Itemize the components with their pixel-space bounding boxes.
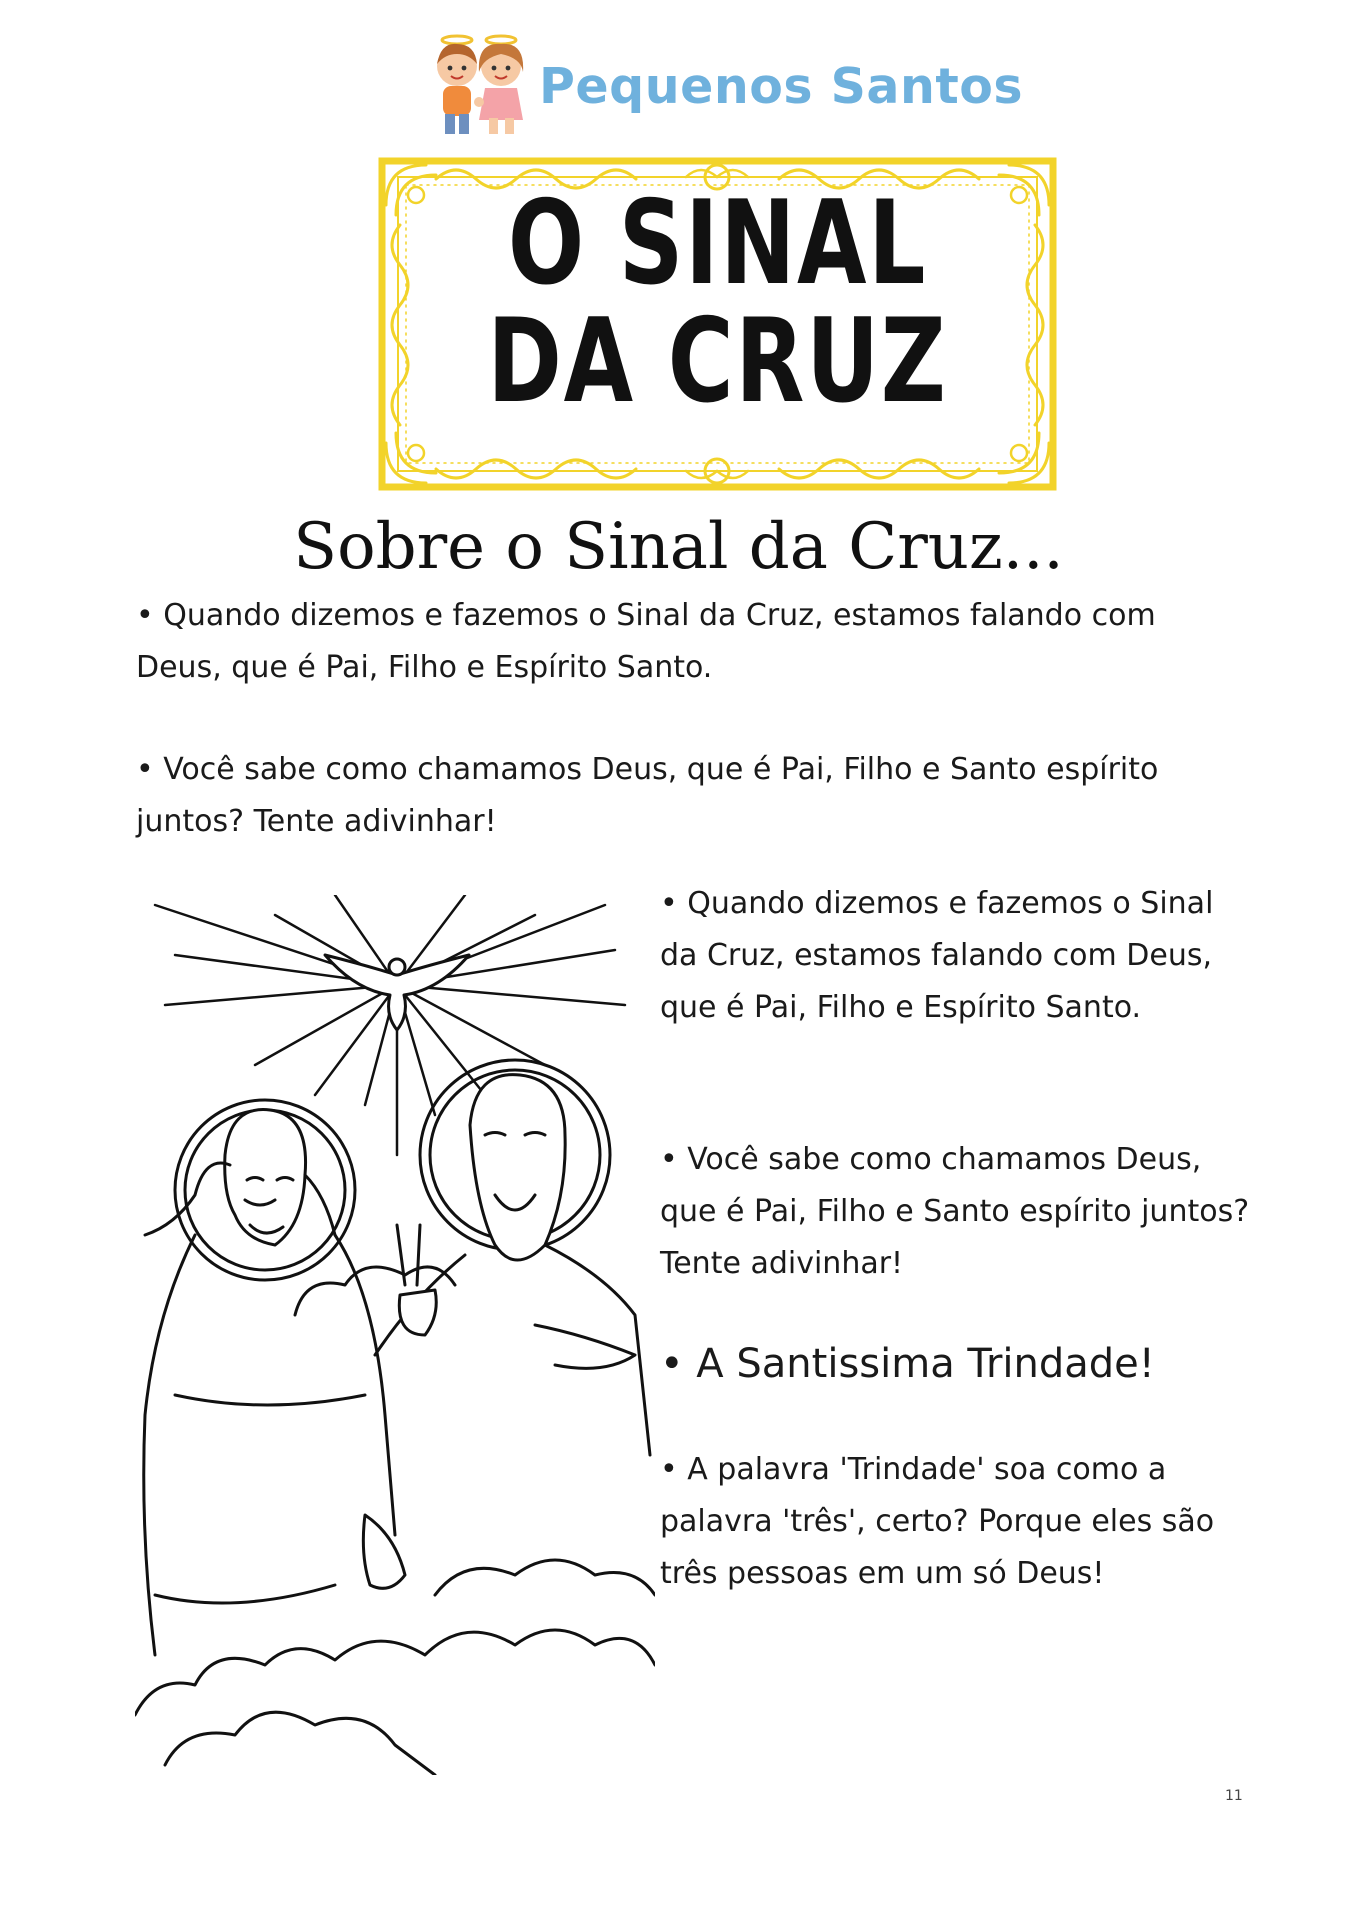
- column-highlight: • A Santissima Trindade!: [660, 1341, 1155, 1387]
- intro-paragraph-1: • Quando dizemos e fazemos o Sinal da Cruz, estamos falando com Deus, que é Pai, Filho e Espírito Santo.: [136, 598, 1156, 685]
- intro-paragraph-2: • Você sabe como chamamos Deus, que é Pai, Filho e Santo espírito juntos? Tente adivinhar!: [136, 752, 1159, 839]
- holy-trinity-illustration: [135, 895, 655, 1775]
- title-line-1: O SINAL: [507, 176, 928, 311]
- page-number: 11: [1225, 1788, 1243, 1804]
- brand-name: Pequenos Santos: [539, 58, 1024, 115]
- page-title: [424, 176, 1011, 429]
- children-logo-icon: [425, 32, 535, 142]
- column-paragraph-1: • Quando dizemos e fazemos o Sinal da Cruz, estamos falando com Deus, que é Pai, Filho e Espírito Santo.: [660, 886, 1214, 1025]
- column-paragraph-2: • Você sabe como chamamos Deus, que é Pai, Filho e Santo espírito juntos? Tente adivinhar!: [660, 1142, 1250, 1281]
- brand-header: [425, 32, 1025, 142]
- title-frame: [376, 155, 1059, 493]
- title-line-2: DA CRUZ: [487, 294, 948, 429]
- column-paragraph-3: • A palavra 'Trindade' soa como a palavra 'três', certo? Porque eles são três pessoas em um só Deus!: [660, 1452, 1215, 1591]
- section-heading: Sobre o Sinal da Cruz...: [293, 510, 1064, 584]
